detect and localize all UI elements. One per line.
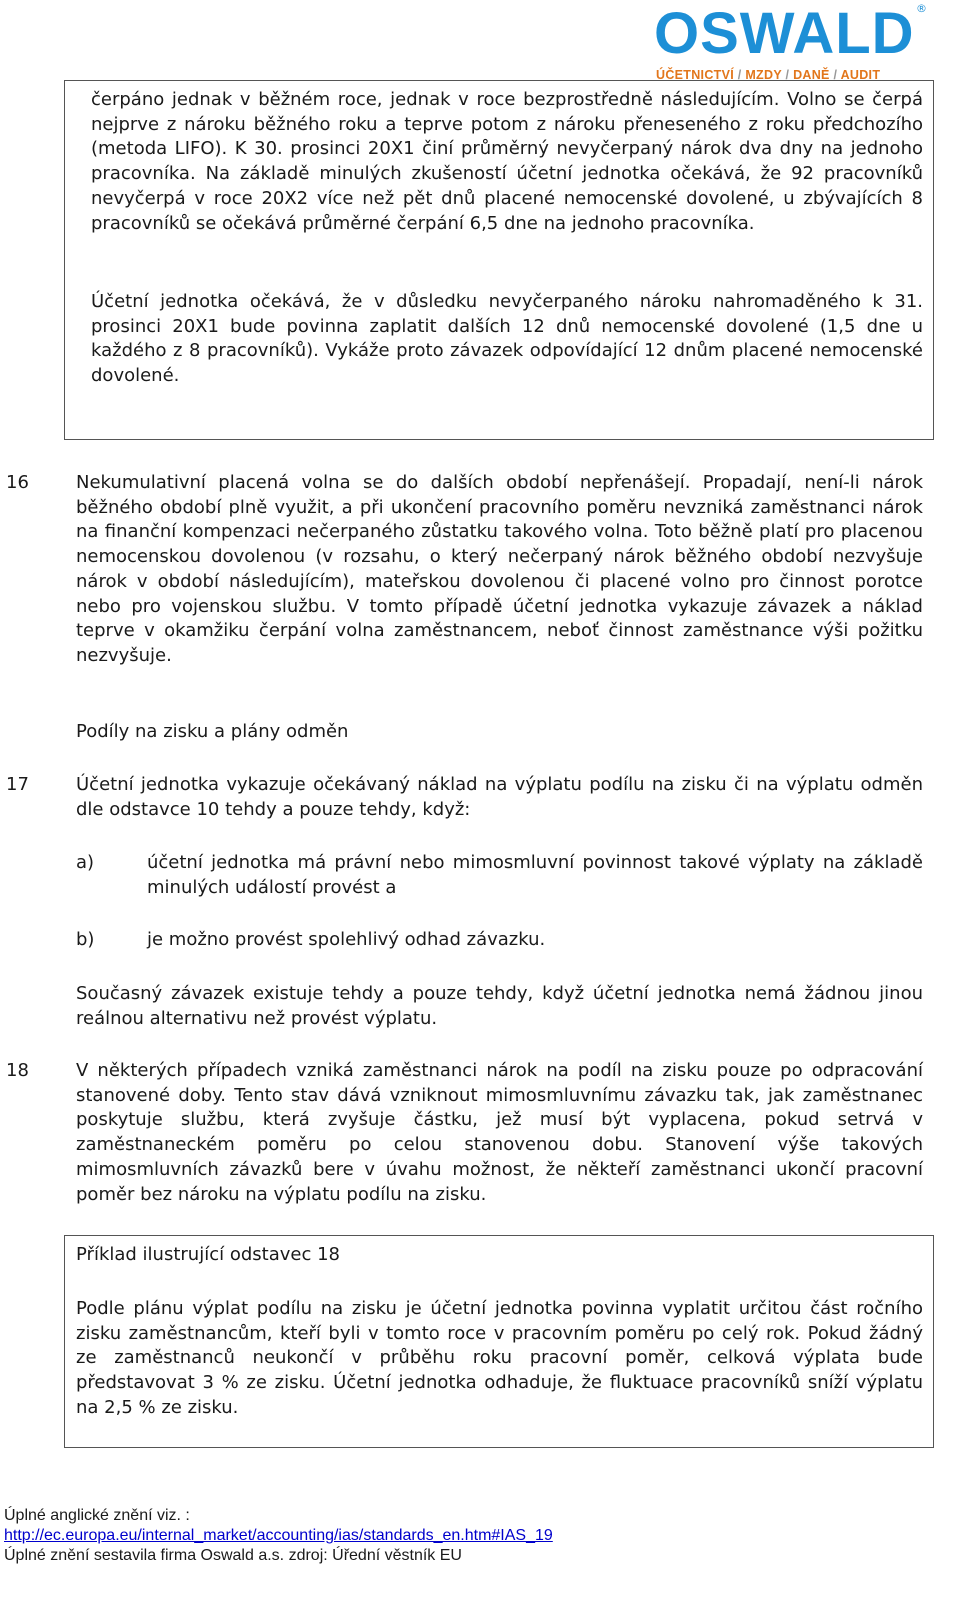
section-heading: Podíly na zisku a plány odměn: [76, 721, 349, 742]
box1-paragraph-1: čerpáno jednak v běžném roce, jednak v roce bezprostředně následujícím. Volno se čerpá nejprve z nároku běžného roku a teprve potom z nároku přeneseného z roku předchozího (metoda LIFO). K 30. prosinci 20X1 činí průměrný nevyčerpaný nárok dva dny na jednoho pracovníka. Na základě minulých zkušeností účetní jednotka očekává, že 92 pracovníků nevyčerpá v roce 20X2 více než pět dnů placené nemocenské dovolené, u zbývajících 8 pracovníků se očekává průměrné čerpání 6,5 dne na jednoho pracovníka.: [91, 89, 923, 234]
example-box-title: Příklad ilustrující odstavec 18: [76, 1244, 340, 1265]
paragraph-number-18: 18: [6, 1060, 29, 1081]
logo-service-payroll: MZDY: [745, 68, 782, 82]
logo-service-audit: AUDIT: [840, 68, 881, 82]
footer-compiled-by: Úplné znění sestavila firma Oswald a.s. zdroj: Úřední věstník EU: [4, 1547, 462, 1564]
box1-paragraph-2: Účetní jednotka očekává, že v důsledku nevyčerpaného nároku nahromaděného k 31. prosinci 20X1 bude povinna zaplatit dalších 12 dnů nemocenské dovolené (1,5 dne u každého z 8 pracovníků). Vykáže proto závazek odpovídající 12 dnům placené nemocenské dovolené.: [91, 291, 923, 387]
list-item-text-b: je možno provést spolehlivý odhad závazku.: [147, 929, 546, 950]
oswald-logo: [650, 0, 930, 90]
logo-wordmark: OSWALD: [654, 1, 915, 66]
example-box-text: Podle plánu výplat podílu na zisku je účetní jednotka povinna vyplatit určitou část ročního zisku zaměstnancům, kteří byli v tomto roce v pracovním poměru po celý rok. Pokud žádný ze zaměstnanců neukončí v průběhu roku pracovní poměr, celková výplata bude představovat 3 % ze zisku. Účetní jednotka odhaduje, že fluktuace pracovníků sníží výplatu na 2,5 % ze zisku.: [76, 1298, 923, 1418]
paragraph-number-16: 16: [6, 472, 29, 493]
paragraph-18-text: V některých případech vzniká zaměstnanci nárok na podíl na zisku pouze po odpracování stanovené doby. Tento stav dává vzniknout mimosmluvnímu závazku tak, jak zaměstnanec poskytuje službu, která zvyšuje částku, jež musí být vyplacena, pokud setrvá v zaměstnaneckém poměru po celou stanovenou dobu. Stanovení výše takových mimosmluvních závazků bere v úvahu možnost, že někteří zaměstnanci ukončí pracovní poměr bez nároku na výplatu podílu na zisku.: [76, 1060, 923, 1205]
paragraph-number-17: 17: [6, 774, 29, 795]
logo-service-accounting: ÚČETNICTVÍ: [656, 68, 734, 82]
footer-note: Úplné anglické znění viz. :: [4, 1507, 190, 1524]
paragraph-16-text: Nekumulativní placená volna se do dalších období nepřenášejí. Propadají, není-li nárok běžného období plně využit, a při ukončení pracovního poměru nevzniká zaměstnanci nárok na finanční kompenzaci nečerpaného zůstatku takového volna. Toto běžně platí pro placenou nemocenskou dovolenou (v rozsahu, o který nečerpaný nárok běžného období nezvyšuje nárok v období následujícím), mateřskou dovolenou či placené volno pro činnost porotce nebo pro vojenskou službu. V tomto případě účetní jednotka vykazuje závazek a náklad teprve v okamžiku čerpání volna zaměstnancem, neboť činnost zaměstnance výši požitku nezvyšuje.: [76, 472, 923, 666]
registered-mark: ®: [916, 2, 927, 15]
paragraph-17-text: Účetní jednotka vykazuje očekávaný náklad na výplatu podílu na zisku či na výplatu odměn dle odstavce 10 tehdy a pouze tehdy, když:: [76, 774, 923, 820]
list-item-label-b: b): [76, 929, 95, 950]
logo-service-taxes: DANĚ: [793, 68, 830, 82]
list-item-label-a: a): [76, 852, 95, 873]
paragraph-17-closing: Současný závazek existuje tehdy a pouze tehdy, když účetní jednotka nemá žádnou jinou reálnou alternativu než provést výplatu.: [76, 983, 923, 1029]
footer-source-link[interactable]: http://ec.europa.eu/internal_market/accounting/ias/standards_en.htm#IAS_19: [4, 1527, 553, 1544]
list-item-text-a: účetní jednotka má právní nebo mimosmluvní povinnost takové výplaty na základě minulých událostí provést a: [147, 852, 923, 898]
logo-services: ÚČETNICTVÍ / MZDY / DANĚ / AUDIT: [656, 68, 881, 82]
